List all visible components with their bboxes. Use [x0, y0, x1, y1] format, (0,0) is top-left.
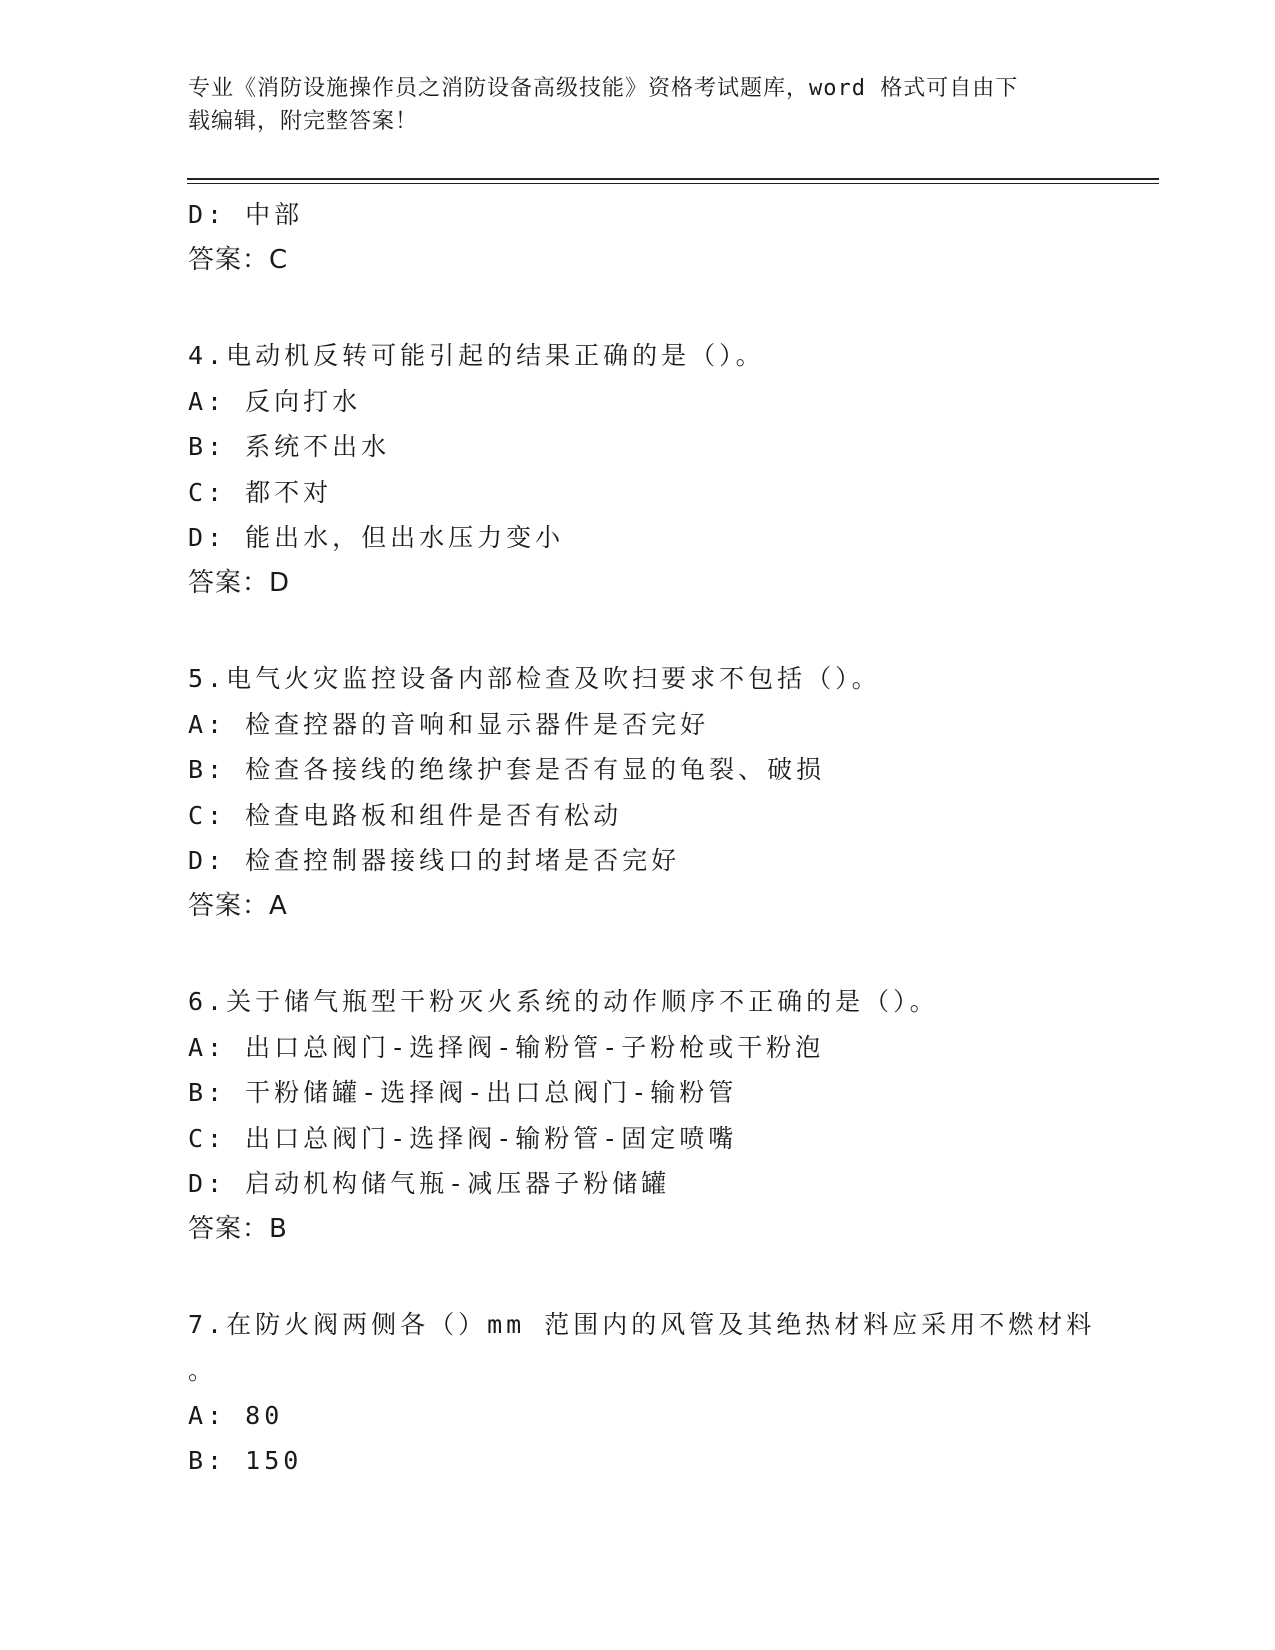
spacer: [188, 929, 1088, 979]
spacer: [188, 1252, 1088, 1302]
question-stem-continuation: 。: [188, 1355, 218, 1385]
option-d: D: 检查控制器接线口的封堵是否完好: [188, 846, 681, 875]
question-stem: 4.电动机反转可能引起的结果正确的是（）。: [188, 341, 765, 370]
answer: 答案：D: [188, 567, 291, 598]
answer: 答案：A: [188, 890, 288, 921]
question-5: [188, 656, 1088, 929]
option-d: D: 能出水，但出水压力变小: [188, 523, 565, 552]
question-stem: 6.关于储气瓶型干粉灭火系统的动作顺序不正确的是（）。: [188, 987, 939, 1016]
option-c: C: 出口总阀门-选择阀-输粉管-固定喷嘴: [188, 1123, 738, 1153]
question-6: [188, 979, 1088, 1252]
option-b: B: 干粉储罐-选择阀-出口总阀门-输粉管: [188, 1078, 738, 1107]
question-4: [188, 333, 1088, 606]
question-7: [188, 1302, 1096, 1484]
option-a: A: 反向打水: [188, 386, 362, 416]
header-line-2: 载编辑，附完整答案！: [188, 109, 419, 134]
option-a: A: 出口总阀门-选择阀-输粉管-子粉枪或干粉泡: [188, 1032, 825, 1062]
answer: 答案：B: [188, 1213, 288, 1244]
option-b: B: 系统不出水: [188, 432, 391, 461]
prev-option-d: D: 中部: [188, 200, 304, 229]
option-d: D: 启动机构储气瓶-减压器子粉储罐: [188, 1169, 671, 1198]
question-stem: 5.电气火灾监控设备内部检查及吹扫要求不包括（）。: [188, 664, 881, 693]
header-rule-thick: [187, 178, 1159, 180]
document-header: [188, 72, 1068, 138]
spacer: [188, 606, 1088, 656]
option-b: B: 检查各接线的绝缘护套是否有显的龟裂、破损: [188, 755, 826, 784]
spacer: [188, 283, 1088, 333]
question-stem: 7.在防火阀两侧各（）mm 范围内的风管及其绝热材料应采用不燃材料: [188, 1310, 1096, 1339]
option-c: C: 检查电路板和组件是否有松动: [188, 800, 623, 830]
header-rule-thin: [187, 183, 1159, 184]
option-b: B: 150: [188, 1446, 303, 1475]
question-list: [188, 192, 1096, 1484]
option-a: A: 检查控器的音响和显示器件是否完好: [188, 709, 710, 739]
header-line-1: 专业《消防设施操作员之消防设备高级技能》资格考试题库，word 格式可自由下: [188, 76, 1019, 101]
option-a: A: 80: [188, 1400, 284, 1430]
option-c: C: 都不对: [188, 477, 333, 507]
prev-answer: 答案：C: [188, 244, 289, 275]
